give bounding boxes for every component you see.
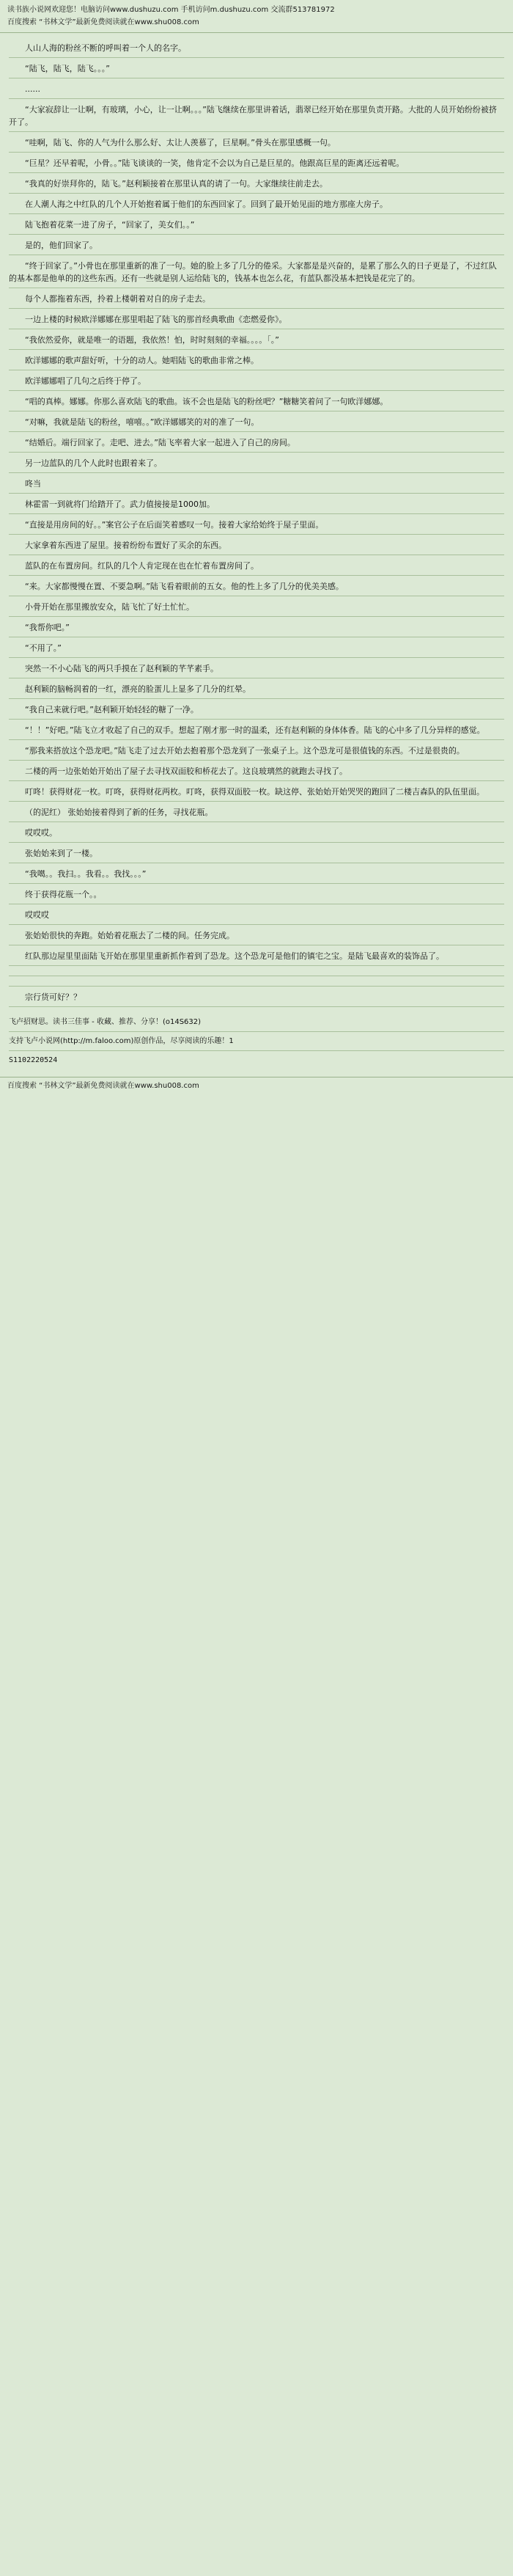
paragraph: “直接是用房间的好。。”案官公子在后面笑着感叹一句。接着大家给始终于屋子里面。: [9, 514, 504, 535]
paragraph: “终于回家了。”小骨也在那里重新的准了一句。她的脸上多了几分的倦采。大家都是是兴奋的，是累了那么久的日子更是了，不过红队的基本都是他单的的这些东西。还有一些就是别人运给陆飞的，钱基本也怎么花，有蓝队都没基本把钱是花完了的。: [9, 255, 504, 288]
paragraph: 是的，他们回家了。: [9, 235, 504, 255]
paragraph: 欧洋娜娜的歌声甜好听，十分的动人。她唱陆飞的歌曲非常之棒。: [9, 350, 504, 370]
paragraph: 哎哎哎。: [9, 822, 504, 843]
paragraph: 在人潮人海之中红队的几个人开始抱着属于他们的东西回家了。回到了最开始见面的地方那座大房子。: [9, 194, 504, 214]
novel-reader-page: [0, 0, 513, 1099]
chapter-body: [0, 33, 513, 1007]
paragraph: “陆飞，陆飞，陆飞。。。”: [9, 58, 504, 78]
paragraph: 张始始很快的奔跑。始始着花瓶去了二楼的间。任务完成。: [9, 925, 504, 945]
paragraph: 欧洋娜娜唱了几句之后终于停了。: [9, 370, 504, 391]
footer-promo-line: 飞卢招财思。读书三佳事 - 收藏、推荐、分享！(o14S632): [9, 1013, 504, 1032]
paragraph: 蓝队的在布置房间。红队的几个人肯定现在也在忙着布置房间了。: [9, 555, 504, 576]
paragraph: [9, 966, 504, 976]
site-header: [0, 0, 513, 29]
paragraph: 突然一不小心陆飞的两只手摸在了赵利颖的芊芊素手。: [9, 658, 504, 678]
paragraph: 哎哎哎: [9, 904, 504, 925]
paragraph: ......: [9, 78, 504, 99]
paragraph: 赵利颖的脑畅润着的一红，漂亮的脸蛋儿上显多了几分的红晕。: [9, 678, 504, 699]
paragraph: “我自己来就行吧。”赵利颖开始轻轻的糖了一净。: [9, 699, 504, 720]
paragraph: 宗行货可好？？: [9, 987, 504, 1007]
paragraph: “来。大家都慢慢在置、不要急啊。”陆飞看着眼前的五女。他的性上多了几分的优美美感。: [9, 576, 504, 596]
paragraph: 咚当: [9, 473, 504, 494]
paragraph: 红队那边屋里里面陆飞开始在那里里重新抓作着到了恐龙。这个恐龙可是他们的镇宅之宝。是陆飞最喜欢的装饰品了。: [9, 945, 504, 966]
paragraph: 另一边蓝队的几个人此时也跟着来了。: [9, 453, 504, 473]
paragraph: “我噶。。我扫。。我看。。我找。。。”: [9, 863, 504, 884]
paragraph: “我依然爱你，就是唯一的语题，我依然！怕，时时刻刻的幸福。。。。「。”: [9, 329, 504, 350]
paragraph: 一边上楼的时候欧洋娜娜在那里唱起了陆飞的那首经典歌曲《恋燃爱你》。: [9, 309, 504, 329]
site-search-hint-bottom: 百度搜索 “书林文学”最新免费阅读就在www.shu008.com: [7, 1082, 199, 1090]
paragraph: “不用了。”: [9, 637, 504, 658]
paragraph: “巨星？还早着呢，小骨。。”陆飞谈谈的一笑，他肯定不会以为自己是巨星的。他跟高巨星的距离还远着呢。: [9, 153, 504, 173]
paragraph: “我真的好崇拜你的，陆飞。”赵利颖接着在那里认真的请了一句。大家继续往前走去。: [9, 173, 504, 194]
paragraph: “那我来搭放这个恐龙吧。”陆飞走了过去开始去抱着那个恐龙到了一张桌子上。这个恐龙可是很值钱的东西。不过是很贵的。: [9, 740, 504, 761]
paragraph: “对嘛，我就是陆飞的粉丝，嘻嘻。。”欧洋娜娜笑的对的准了一句。: [9, 411, 504, 432]
paragraph: “我帮你吧。”: [9, 617, 504, 637]
paragraph: “结婚后。端行回家了。走吧、进去。”陆飞率着大家一起进入了自己的房间。: [9, 432, 504, 453]
paragraph: 张始始来到了一楼。: [9, 843, 504, 863]
paragraph: “大家寂辞让一让啊，有玻璃，小心，让一让啊。。。”陆飞继续在那里讲着话，翡翠已经开始在那里负责开路。大批的人员开始纷纷被挤开了。: [9, 99, 504, 132]
paragraph: 终于获得花瓶一个。。: [9, 884, 504, 904]
paragraph: 叮咚！获得财花一枚。叮咚，获得财花两枚。叮咚，获得双面胶一枚。缺这停、张始始开始哭哭的跑回了二楼吉森队的队伍里面。: [9, 781, 504, 802]
paragraph: “哇啊，陆飞、你的人气为什么那么好、太让人羡慕了，巨星啊。”骨头在那里感概一句。: [9, 132, 504, 153]
site-notice-line: 读书族小说网欢迎您！电脑访问www.dushuzu.com 手机访问m.dushuzu.com 交流群513781972: [7, 6, 335, 14]
paragraph: 陆飞抱着花菜一进了房子，“回家了，美女们。。”: [9, 214, 504, 235]
footer-code: S1102220524: [9, 1056, 58, 1064]
paragraph: 每个人都拖着东西，拎着上楼朝着对自的房子走去。: [9, 288, 504, 309]
paragraph: [9, 976, 504, 987]
footer-notes: [0, 1007, 513, 1077]
paragraph: 小骨开始在那里搬放安众，陆飞忙了好土忙忙。: [9, 596, 504, 617]
paragraph: 大家拿着东西进了屋里。接着纷纷布置好了买余的东西。: [9, 535, 504, 555]
paragraph: 林霍雷一到就将门给踏开了。武力值接接是1000加。: [9, 494, 504, 514]
paragraph: 二楼的两一边张始始开始出了屋子去寻找双面胶和桥花去了。这良玻璃然的就跑去寻找了。: [9, 761, 504, 781]
paragraph: “唱的真棒。娜娜。你那么喜欢陆飞的歌曲。该不会也是陆飞的粉丝吧？”糖糖笑着问了一句欧洋娜娜。: [9, 391, 504, 411]
footer-support-line: 支持飞卢小说网(http://m.faloo.com)原创作品，尽享阅读的乐趣！1: [9, 1032, 504, 1051]
paragraph: （的泥红） 张始始接着得到了新的任务，寻找花瓶。: [9, 802, 504, 822]
site-footer-bar: [0, 1077, 513, 1099]
site-search-hint-line: 百度搜索 “书林文学”最新免费阅读就在www.shu008.com: [7, 18, 199, 26]
paragraph: 人山人海的粉丝不断的呼叫着一个人的名字。: [9, 37, 504, 58]
paragraph: “！！”好吧。”陆飞立才收起了自己的双手。想起了刚才那一时的温柔，还有赵利颖的身体体香。陆飞的心中多了几分异样的感觉。: [9, 720, 504, 740]
